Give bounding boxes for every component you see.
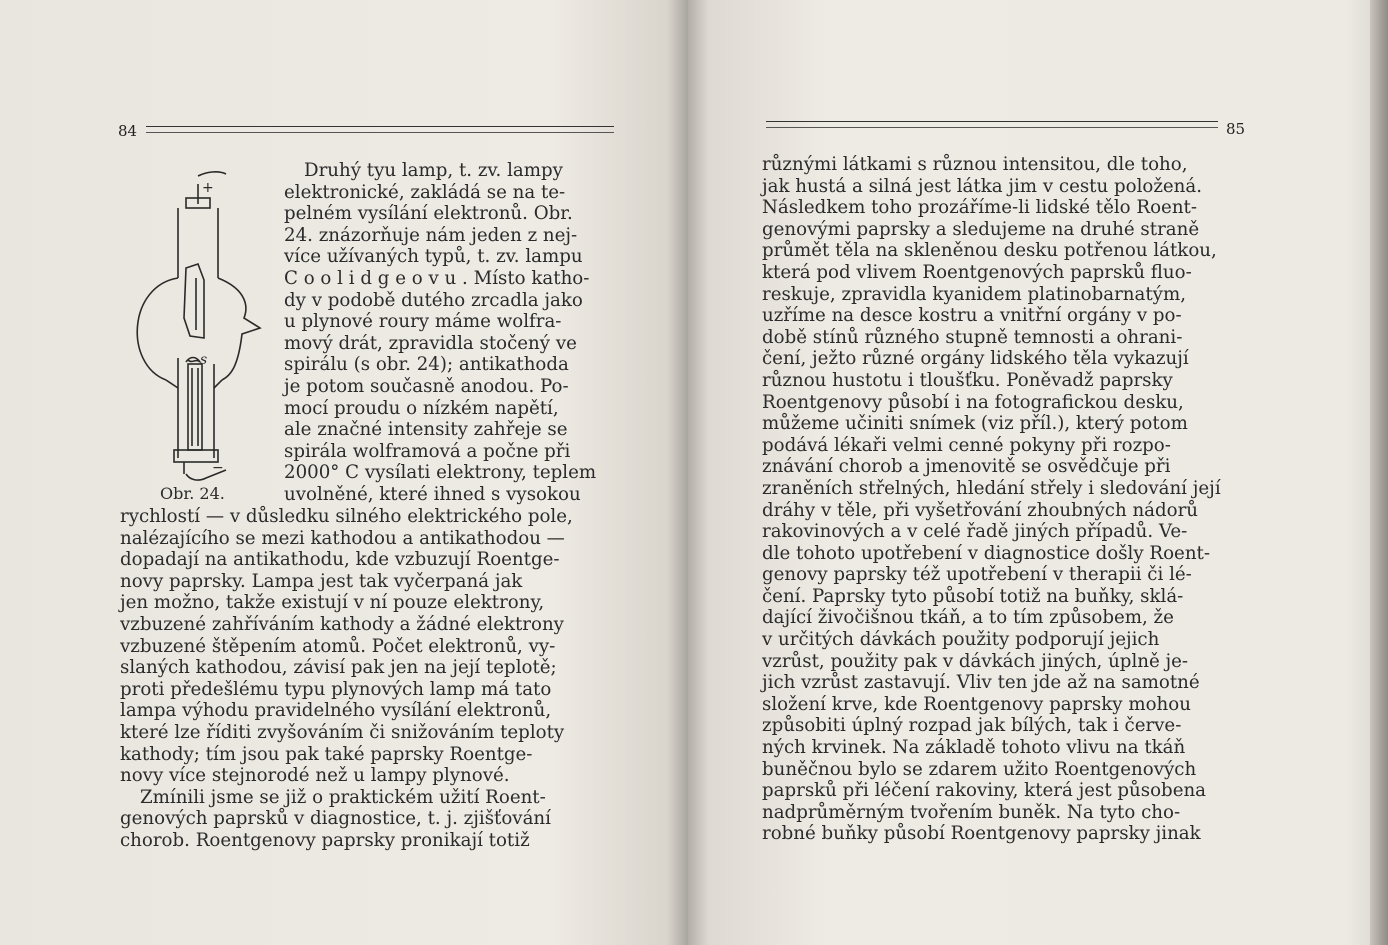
text-line: genovými paprsky a sledujeme na druhé straně <box>762 218 1200 240</box>
text-line: Zmínili jsme se již o praktickém užití Roent- <box>140 786 546 808</box>
text-line: proti předešlému typu plynových lamp má tato <box>120 678 552 700</box>
text-line: můžeme učiniti snímek (viz příl.), který potom <box>762 413 1188 435</box>
text-line: dle tohoto upotřebení v diagnostice došly Roent- <box>762 542 1210 564</box>
text-line: podává lékaři velmi cenné pokyny při rozpo- <box>762 434 1171 456</box>
text-line: buněčnou bylo se zdarem užito Roentgenových <box>762 758 1197 780</box>
text-line: v určitých dávkách použity podporují jejich <box>762 629 1160 651</box>
text-line: zraněních střelných, hledání střely i sledování její <box>762 477 1221 499</box>
text-line: různou hustotu i tloušťku. Poněvadž paprsky <box>762 369 1173 391</box>
text-line: dající živočišnou tkáň, a to tím způsobem, že <box>762 607 1174 629</box>
text-line: ale značné intensity zahřeje se <box>284 419 568 441</box>
text-line: znávání chorob a jmenovitě se osvědčuje při <box>762 456 1171 478</box>
text-line: 24. znázorňuje nám jeden z nej- <box>284 224 578 246</box>
text-line: novy více stejnorodé než u lampy plynové. <box>120 765 510 787</box>
text-line: Druhý tyu lamp, t. zv. lampy <box>304 160 563 181</box>
text-line: robné buňky působí Roentgenovy paprsky jinak <box>762 823 1201 845</box>
text-line: jak hustá a silná jest látka jim v cestu položená. <box>762 175 1203 197</box>
text-line: kathody; tím jsou pak také paprsky Roentge- <box>120 743 533 765</box>
text-line: slaných kathodou, závisí pak jen na její teplotě; <box>120 657 557 679</box>
text-line: čení. Paprsky tyto působí totiž na buňky, sklá- <box>762 585 1184 607</box>
text-line: různými látkami s různou intensitou, dle toho, <box>762 154 1188 175</box>
text-line: genových paprsků v diagnostice, t. j. zjišťování <box>120 808 551 830</box>
page-edge-shadow <box>1370 0 1388 945</box>
text-line: složení krve, kde Roentgenovy paprsky mohou <box>762 693 1191 715</box>
text-line: ných krvinek. Na základě tohoto vlivu na tkáň <box>762 737 1186 759</box>
text-line: Následkem toho prozáříme-li lidské tělo Roent- <box>762 197 1197 219</box>
text-line: nadprůměrným tvořením buněk. Na tyto cho- <box>762 801 1181 823</box>
left-paragraph-1-wrapped <box>284 160 602 506</box>
right-page-number: 85 <box>1226 120 1246 138</box>
text-line: elektronické, zakládá se na te- <box>284 181 566 203</box>
text-line: mový drát, zpravidla stočený ve <box>284 332 577 354</box>
figure-caption: Obr. 24. <box>160 484 225 503</box>
text-line: které lze říditi zvyšováním či snižováním teploty <box>120 721 565 743</box>
text-line: chorob. Roentgenovy paprsky pronikají totiž <box>120 829 530 851</box>
text-line: vzbuzené štěpením atomů. Počet elektronů, vy- <box>120 635 556 657</box>
text-line: dopadají na antikathodu, kde vzbuzují Roentge- <box>120 549 560 571</box>
text-line: vzrůst, použity pak v dávkách jiných, úplně je- <box>762 650 1189 672</box>
figure-spiral-label: s <box>200 352 208 368</box>
text-line: je potom současně anodou. Po- <box>284 375 569 397</box>
text-line: genovy paprsky též upotřebení v therapii či lé- <box>762 564 1192 586</box>
text-line: rychlostí — v důsledku silného elektrického pole, <box>120 506 573 527</box>
text-line: pelném vysílání elektronů. Obr. <box>284 203 573 225</box>
text-line: rakovinových a v celé řadě jiných případů. Ve- <box>762 521 1188 543</box>
text-line: mocí proudu o nízkém napětí, <box>284 397 559 419</box>
text-line: nalézajícího se mezi kathodou a antikathodou — <box>120 527 565 549</box>
text-line: uvolněné, které ihned s vysokou <box>284 483 581 505</box>
text-line: způsobiti úplný rozpad jak bílých, tak i červe- <box>762 715 1182 737</box>
left-header-rule <box>146 126 614 133</box>
text-line: 2000° C vysílati elektrony, teplem <box>284 462 597 484</box>
text-line: spirála wolframová a počne při <box>284 440 571 462</box>
left-page <box>0 0 688 945</box>
text-line: u plynové roury máme wolfra- <box>284 311 562 333</box>
text-line: reskuje, zpravidla kyanidem platinobarnatým, <box>762 283 1186 305</box>
text-line: novy paprsky. Lampa jest tak vyčerpaná jak <box>120 570 523 592</box>
left-paragraph-1-full <box>120 506 602 852</box>
text-line: čení, ježto různé orgány lidského těla vykazují <box>762 348 1189 370</box>
text-line: dráhy v těle, při vyšetřování zhoubných nádorů <box>762 499 1199 521</box>
text-line: průmět těla na skleněnou desku potřenou látkou, <box>762 240 1217 262</box>
text-line: dy v podobě dutého zrcadla jako <box>284 289 583 311</box>
text-line: jich vzrůst zastavují. Vliv ten jde až na samotné <box>762 672 1200 694</box>
text-line: lampa výhodu pravidelného vysílání elektronů, <box>120 700 552 722</box>
text-line: vzbuzené zahříváním kathody a žádné elektrony <box>120 613 564 635</box>
right-page <box>688 0 1388 945</box>
text-line: jen možno, takže existují v ní pouze elektrony, <box>120 592 545 614</box>
right-header-rule <box>766 121 1218 128</box>
text-line: která pod vlivem Roentgenových paprsků fluo- <box>762 261 1192 283</box>
figure-minus-label: − <box>212 460 224 476</box>
text-line: Roentgenovy působí i na fotografickou desku, <box>762 391 1184 413</box>
text-line: více užívaných typů, t. zv. lampu <box>284 246 583 268</box>
text-line: spirálu (s obr. 24); antikathoda <box>284 354 569 376</box>
coolidge-tube-figure <box>126 168 266 498</box>
text-line: paprsků při léčení rakoviny, která jest působena <box>762 780 1207 802</box>
right-page-text <box>762 154 1240 845</box>
figure-plus-label: + <box>202 180 214 196</box>
text-line: době stínů různého stupně temnosti a ohrani- <box>762 326 1183 348</box>
left-page-number: 84 <box>118 122 138 140</box>
text-line: uzříme na desce kostru a vnitřní orgány v po- <box>762 305 1182 327</box>
text-line: C o o l i d g e o v u . Místo katho- <box>284 267 590 289</box>
